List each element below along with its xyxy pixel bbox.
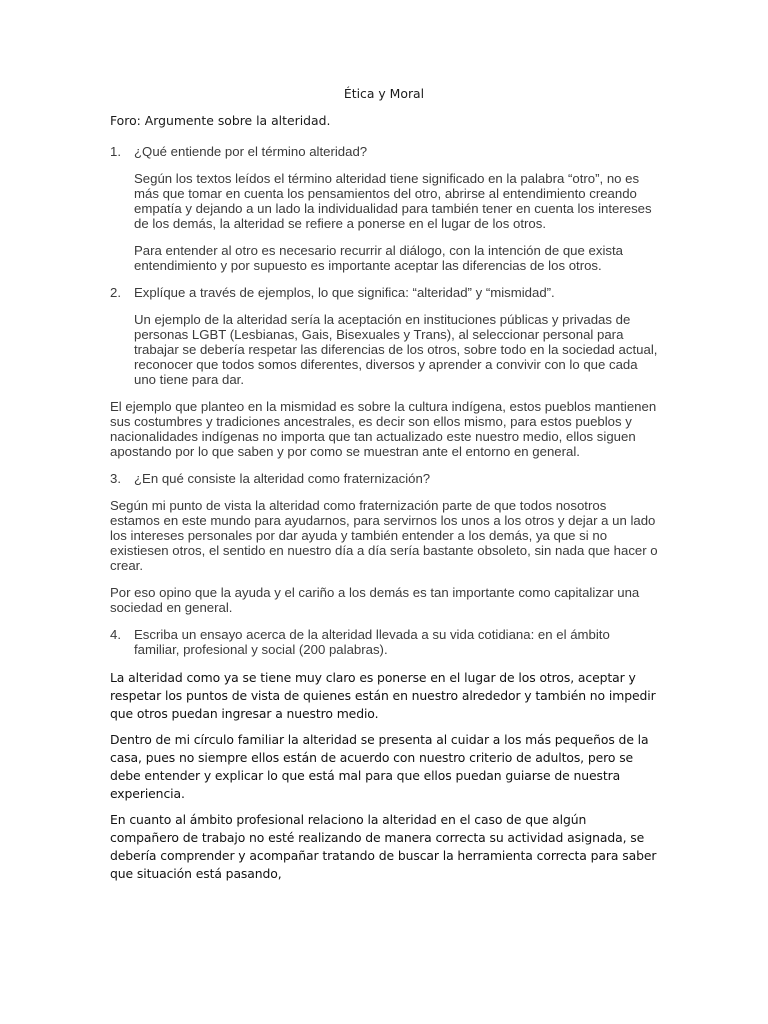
question-1 bbox=[110, 144, 658, 159]
question-number: 2. bbox=[110, 285, 121, 300]
answer-paragraph: Por eso opino que la ayuda y el cariño a los demás es tan importante como capitalizar una sociedad en general. bbox=[110, 585, 640, 615]
essay-paragraph: La alteridad como ya se tiene muy claro es ponerse en el lugar de los otros, aceptar y respetar los puntos de vista de quienes están en nuestro alrededor y también no impedir que otros puedan ingresar a nuestro medio. bbox=[110, 670, 656, 721]
question-number: 4. bbox=[110, 627, 121, 642]
question-2 bbox=[110, 285, 658, 300]
answer-paragraph: Según los textos leídos el término alteridad tiene significado en la palabra “otro”, no es más que tomar en cuenta los pensamientos del otro, abrirse al entendimiento creando empatía y dejando a un lado la individualidad para también tener en cuenta los intereses de los demás, la alteridad se refiere a ponerse en el lugar de los otros. bbox=[134, 171, 652, 231]
question-3 bbox=[110, 471, 658, 486]
question-text: ¿Qué entiende por el término alteridad? bbox=[134, 144, 368, 159]
answer-paragraph: Según mi punto de vista la alteridad como fraternización parte de que todos nosotros estamos en este mundo para ayudarnos, para servirnos los unos a los otros y dejar a un lado los intereses personales por dar ayuda y también entender a los demás, ya que si no existiesen otros, el sentido en nuestro día a día sería bastante obsoleto, sin nada que hacer o crear. bbox=[110, 498, 658, 573]
answer-paragraph: Un ejemplo de la alteridad sería la aceptación en instituciones públicas y privadas de personas LGBT (Lesbianas, Gais, Bisexuales y Trans), al seleccionar personal para trabajar se debería respetar las diferencias de los otros, sobre todo en la sociedad actual, reconocer que todos somos diferentes, diversos y aprender a convivir con lo que cada uno tiene para dar. bbox=[134, 312, 658, 387]
question-4 bbox=[110, 627, 658, 657]
question-text: Escriba un ensayo acerca de la alteridad llevada a su vida cotidiana: en el ámbito familiar, profesional y social (200 palabras). bbox=[134, 627, 610, 657]
answer-paragraph: Para entender al otro es necesario recurrir al diálogo, con la intención de que exista entendimiento y por supuesto es importante aceptar las diferencias de los otros. bbox=[134, 243, 623, 273]
answer-paragraph: El ejemplo que planteo en la mismidad es sobre la cultura indígena, estos pueblos mantienen sus costumbres y tradiciones ancestrales, es decir son ellos mismo, para estos pueblos y nacionalidades indígenas no importa que tan actualizado este nuestro medio, ellos siguen apostando por lo que saben y por como se muestran ante el entorno en general. bbox=[110, 399, 657, 459]
essay-paragraph: En cuanto al ámbito profesional relaciono la alteridad en el caso de que algún compañero de trabajo no esté realizando de manera correcta su actividad asignada, se debería comprender y acompañar tratando de buscar la herramienta correcta para saber que situación está pasando, bbox=[110, 812, 657, 881]
question-number: 3. bbox=[110, 471, 121, 486]
question-number: 1. bbox=[110, 144, 121, 159]
document-title: Ética y Moral bbox=[343, 86, 425, 101]
question-text: ¿En qué consiste la alteridad como fraternización? bbox=[134, 471, 431, 486]
question-text: Explíque a través de ejemplos, lo que significa: “alteridad” y “mismidad”. bbox=[134, 285, 555, 300]
essay-paragraph: Dentro de mi círculo familiar la alteridad se presenta al cuidar a los más pequeños de la casa, pues no siempre ellos están de acuerdo con nuestro criterio de adultos, pero se debe entender y explicar lo que está mal para que ellos puedan guiarse de nuestra experiencia. bbox=[110, 732, 649, 801]
forum-heading: Foro: Argumente sobre la alteridad. bbox=[110, 113, 331, 128]
